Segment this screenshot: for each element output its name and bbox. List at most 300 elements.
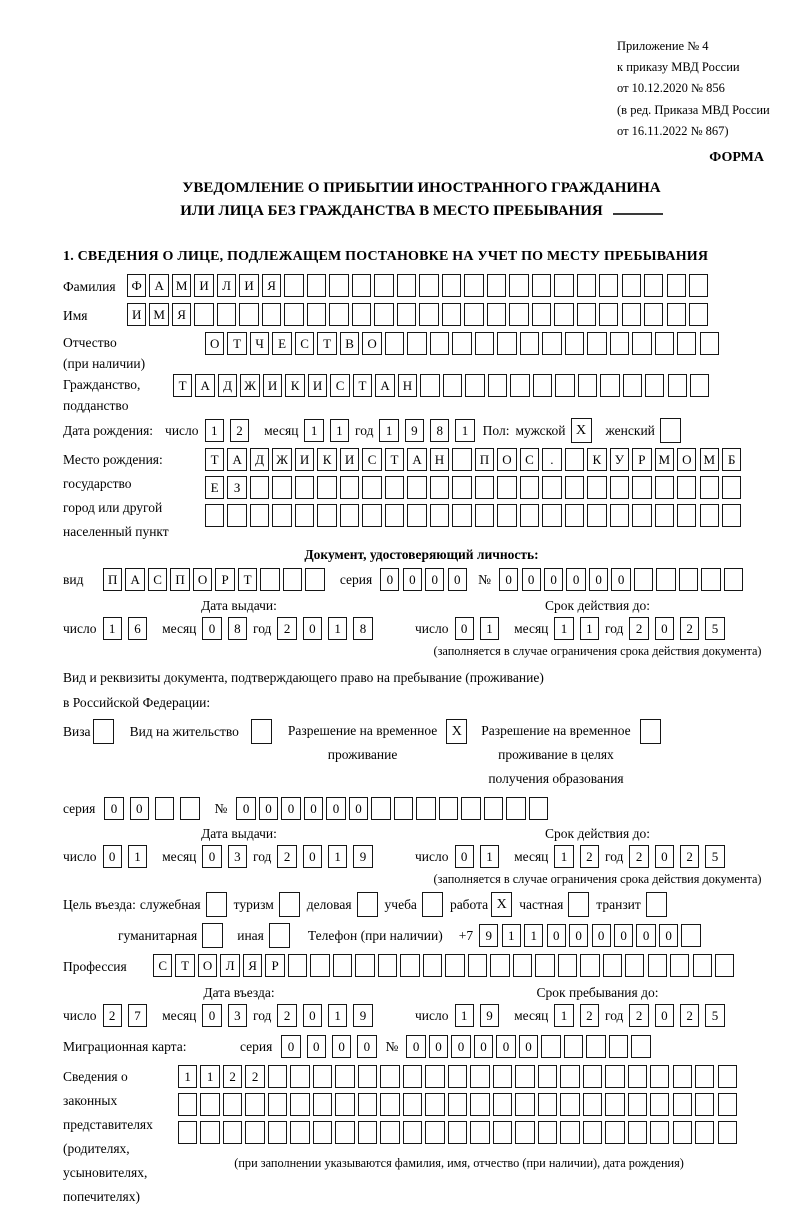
- char-box[interactable]: 9: [353, 845, 372, 868]
- char-box[interactable]: 0: [474, 1035, 493, 1058]
- char-box[interactable]: [284, 303, 303, 326]
- char-box[interactable]: 9: [480, 1004, 499, 1027]
- char-box[interactable]: [448, 1093, 467, 1116]
- char-box[interactable]: [520, 332, 539, 355]
- char-box[interactable]: Т: [317, 332, 336, 355]
- purpose-study-checkbox[interactable]: [422, 892, 443, 917]
- char-box[interactable]: [515, 1121, 534, 1144]
- char-box[interactable]: 0: [455, 617, 474, 640]
- char-box[interactable]: 0: [236, 797, 255, 820]
- char-box[interactable]: 0: [655, 845, 674, 868]
- char-box[interactable]: [385, 476, 404, 499]
- char-box[interactable]: [667, 303, 686, 326]
- char-box[interactable]: [205, 504, 224, 527]
- char-box[interactable]: [178, 1093, 197, 1116]
- char-box[interactable]: [583, 1065, 602, 1088]
- char-box[interactable]: 3: [228, 1004, 247, 1027]
- char-box[interactable]: [403, 1065, 422, 1088]
- char-box[interactable]: 1: [502, 924, 521, 947]
- char-box[interactable]: [700, 332, 719, 355]
- char-box[interactable]: 0: [519, 1035, 538, 1058]
- char-box[interactable]: 8: [353, 617, 372, 640]
- char-box[interactable]: [560, 1065, 579, 1088]
- char-box[interactable]: 0: [357, 1035, 376, 1058]
- char-box[interactable]: И: [194, 274, 213, 297]
- char-box[interactable]: [655, 476, 674, 499]
- char-box[interactable]: [577, 274, 596, 297]
- char-box[interactable]: Я: [262, 274, 281, 297]
- char-box[interactable]: [352, 303, 371, 326]
- residence-permit-checkbox[interactable]: [251, 719, 272, 744]
- char-box[interactable]: [442, 274, 461, 297]
- char-box[interactable]: 1: [554, 1004, 573, 1027]
- char-box[interactable]: 0: [496, 1035, 515, 1058]
- char-box[interactable]: [603, 954, 622, 977]
- char-box[interactable]: [609, 1035, 628, 1058]
- char-box[interactable]: [535, 954, 554, 977]
- char-box[interactable]: И: [340, 448, 359, 471]
- char-box[interactable]: [200, 1121, 219, 1144]
- char-box[interactable]: 0: [544, 568, 563, 591]
- char-box[interactable]: 0: [451, 1035, 470, 1058]
- char-box[interactable]: 0: [303, 845, 322, 868]
- char-box[interactable]: Т: [238, 568, 257, 591]
- purpose-private-checkbox[interactable]: [568, 892, 589, 917]
- char-box[interactable]: [677, 476, 696, 499]
- char-box[interactable]: [425, 1121, 444, 1144]
- char-box[interactable]: 5: [705, 1004, 724, 1027]
- char-box[interactable]: 8: [430, 419, 449, 442]
- char-box[interactable]: О: [497, 448, 516, 471]
- char-box[interactable]: 0: [202, 845, 221, 868]
- char-box[interactable]: Р: [265, 954, 284, 977]
- char-box[interactable]: [538, 1065, 557, 1088]
- char-box[interactable]: [490, 954, 509, 977]
- char-box[interactable]: [631, 1035, 650, 1058]
- char-box[interactable]: 0: [104, 797, 123, 820]
- char-box[interactable]: [420, 374, 439, 397]
- char-box[interactable]: [622, 274, 641, 297]
- char-box[interactable]: [587, 504, 606, 527]
- char-box[interactable]: [227, 504, 246, 527]
- char-box[interactable]: [307, 303, 326, 326]
- char-box[interactable]: А: [375, 374, 394, 397]
- char-box[interactable]: [268, 1121, 287, 1144]
- char-box[interactable]: [358, 1093, 377, 1116]
- char-box[interactable]: 2: [580, 845, 599, 868]
- char-box[interactable]: [695, 1065, 714, 1088]
- char-box[interactable]: [600, 374, 619, 397]
- char-box[interactable]: [690, 374, 709, 397]
- char-box[interactable]: [290, 1093, 309, 1116]
- char-box[interactable]: [295, 504, 314, 527]
- char-box[interactable]: О: [193, 568, 212, 591]
- char-box[interactable]: [385, 332, 404, 355]
- char-box[interactable]: [673, 1093, 692, 1116]
- char-box[interactable]: [532, 303, 551, 326]
- char-box[interactable]: [722, 476, 741, 499]
- char-box[interactable]: 0: [455, 845, 474, 868]
- char-box[interactable]: [656, 568, 675, 591]
- char-box[interactable]: И: [295, 448, 314, 471]
- char-box[interactable]: [250, 476, 269, 499]
- char-box[interactable]: [329, 274, 348, 297]
- char-box[interactable]: [558, 954, 577, 977]
- char-box[interactable]: [565, 448, 584, 471]
- char-box[interactable]: [385, 504, 404, 527]
- char-box[interactable]: [610, 332, 629, 355]
- char-box[interactable]: [583, 1093, 602, 1116]
- char-box[interactable]: К: [317, 448, 336, 471]
- char-box[interactable]: [554, 303, 573, 326]
- char-box[interactable]: [362, 504, 381, 527]
- char-box[interactable]: 2: [629, 845, 648, 868]
- char-box[interactable]: [554, 274, 573, 297]
- char-box[interactable]: 1: [379, 419, 398, 442]
- char-box[interactable]: [560, 1093, 579, 1116]
- char-box[interactable]: [673, 1065, 692, 1088]
- char-box[interactable]: [628, 1065, 647, 1088]
- char-box[interactable]: [693, 954, 712, 977]
- char-box[interactable]: [380, 1065, 399, 1088]
- char-box[interactable]: [689, 274, 708, 297]
- char-box[interactable]: 1: [580, 617, 599, 640]
- char-box[interactable]: [497, 332, 516, 355]
- char-box[interactable]: [439, 797, 458, 820]
- char-box[interactable]: [484, 797, 503, 820]
- char-box[interactable]: [283, 568, 302, 591]
- char-box[interactable]: [560, 1121, 579, 1144]
- char-box[interactable]: 0: [589, 568, 608, 591]
- char-box[interactable]: [268, 1065, 287, 1088]
- char-box[interactable]: 0: [592, 924, 611, 947]
- char-box[interactable]: 2: [103, 1004, 122, 1027]
- purpose-humanitarian-checkbox[interactable]: [202, 923, 223, 948]
- char-box[interactable]: 1: [178, 1065, 197, 1088]
- char-box[interactable]: 1: [554, 845, 573, 868]
- char-box[interactable]: [245, 1121, 264, 1144]
- char-box[interactable]: [488, 374, 507, 397]
- char-box[interactable]: [284, 274, 303, 297]
- char-box[interactable]: З: [227, 476, 246, 499]
- char-box[interactable]: 0: [326, 797, 345, 820]
- char-box[interactable]: [538, 1093, 557, 1116]
- char-box[interactable]: Д: [250, 448, 269, 471]
- char-box[interactable]: [565, 504, 584, 527]
- char-box[interactable]: [677, 332, 696, 355]
- char-box[interactable]: 0: [448, 568, 467, 591]
- char-box[interactable]: [655, 504, 674, 527]
- char-box[interactable]: Л: [220, 954, 239, 977]
- char-box[interactable]: 0: [569, 924, 588, 947]
- char-box[interactable]: Т: [353, 374, 372, 397]
- char-box[interactable]: [425, 1065, 444, 1088]
- char-box[interactable]: 1: [328, 845, 347, 868]
- char-box[interactable]: 1: [480, 617, 499, 640]
- char-box[interactable]: [625, 954, 644, 977]
- char-box[interactable]: 0: [281, 1035, 300, 1058]
- char-box[interactable]: [340, 476, 359, 499]
- purpose-transit-checkbox[interactable]: [646, 892, 667, 917]
- char-box[interactable]: [305, 568, 324, 591]
- char-box[interactable]: Т: [227, 332, 246, 355]
- char-box[interactable]: [250, 504, 269, 527]
- char-box[interactable]: 0: [406, 1035, 425, 1058]
- char-box[interactable]: [416, 797, 435, 820]
- char-box[interactable]: 0: [547, 924, 566, 947]
- char-box[interactable]: Ж: [272, 448, 291, 471]
- char-box[interactable]: 0: [659, 924, 678, 947]
- purpose-tourism-checkbox[interactable]: [279, 892, 300, 917]
- char-box[interactable]: С: [362, 448, 381, 471]
- char-box[interactable]: [461, 797, 480, 820]
- char-box[interactable]: [722, 504, 741, 527]
- char-box[interactable]: [313, 1093, 332, 1116]
- char-box[interactable]: 2: [680, 617, 699, 640]
- char-box[interactable]: [565, 332, 584, 355]
- char-box[interactable]: [513, 954, 532, 977]
- char-box[interactable]: 1: [200, 1065, 219, 1088]
- char-box[interactable]: [628, 1121, 647, 1144]
- char-box[interactable]: [452, 332, 471, 355]
- char-box[interactable]: Л: [217, 274, 236, 297]
- char-box[interactable]: 0: [636, 924, 655, 947]
- char-box[interactable]: [335, 1093, 354, 1116]
- char-box[interactable]: С: [520, 448, 539, 471]
- char-box[interactable]: [565, 476, 584, 499]
- char-box[interactable]: [578, 374, 597, 397]
- char-box[interactable]: 0: [332, 1035, 351, 1058]
- char-box[interactable]: 1: [455, 419, 474, 442]
- char-box[interactable]: [700, 476, 719, 499]
- char-box[interactable]: [493, 1065, 512, 1088]
- char-box[interactable]: 2: [230, 419, 249, 442]
- char-box[interactable]: [650, 1093, 669, 1116]
- char-box[interactable]: [541, 1035, 560, 1058]
- purpose-work-checkbox[interactable]: X: [491, 892, 512, 917]
- char-box[interactable]: [419, 303, 438, 326]
- char-box[interactable]: [605, 1065, 624, 1088]
- char-box[interactable]: Т: [175, 954, 194, 977]
- char-box[interactable]: .: [542, 448, 561, 471]
- char-box[interactable]: 0: [304, 797, 323, 820]
- char-box[interactable]: С: [330, 374, 349, 397]
- char-box[interactable]: [380, 1093, 399, 1116]
- char-box[interactable]: 0: [499, 568, 518, 591]
- char-box[interactable]: Р: [632, 448, 651, 471]
- char-box[interactable]: 0: [655, 1004, 674, 1027]
- char-box[interactable]: 8: [228, 617, 247, 640]
- char-box[interactable]: [380, 1121, 399, 1144]
- char-box[interactable]: 7: [128, 1004, 147, 1027]
- char-box[interactable]: 2: [580, 1004, 599, 1027]
- char-box[interactable]: М: [700, 448, 719, 471]
- char-box[interactable]: [371, 797, 390, 820]
- char-box[interactable]: 0: [655, 617, 674, 640]
- char-box[interactable]: [217, 303, 236, 326]
- char-box[interactable]: И: [239, 274, 258, 297]
- char-box[interactable]: [317, 504, 336, 527]
- char-box[interactable]: [317, 476, 336, 499]
- char-box[interactable]: [452, 504, 471, 527]
- char-box[interactable]: [430, 332, 449, 355]
- char-box[interactable]: [587, 476, 606, 499]
- char-box[interactable]: [475, 476, 494, 499]
- char-box[interactable]: [605, 1121, 624, 1144]
- char-box[interactable]: П: [103, 568, 122, 591]
- char-box[interactable]: [509, 274, 528, 297]
- char-box[interactable]: [650, 1121, 669, 1144]
- char-box[interactable]: Ф: [127, 274, 146, 297]
- char-box[interactable]: [520, 504, 539, 527]
- char-box[interactable]: [290, 1065, 309, 1088]
- char-box[interactable]: [681, 924, 700, 947]
- char-box[interactable]: [268, 1093, 287, 1116]
- char-box[interactable]: [448, 1121, 467, 1144]
- char-box[interactable]: Р: [215, 568, 234, 591]
- char-box[interactable]: [497, 476, 516, 499]
- edu-permit-checkbox[interactable]: [640, 719, 661, 744]
- char-box[interactable]: Я: [243, 954, 262, 977]
- char-box[interactable]: О: [677, 448, 696, 471]
- char-box[interactable]: П: [475, 448, 494, 471]
- char-box[interactable]: 1: [103, 617, 122, 640]
- char-box[interactable]: 5: [705, 845, 724, 868]
- char-box[interactable]: И: [127, 303, 146, 326]
- char-box[interactable]: [260, 568, 279, 591]
- char-box[interactable]: [290, 1121, 309, 1144]
- char-box[interactable]: [335, 1121, 354, 1144]
- char-box[interactable]: [425, 1093, 444, 1116]
- char-box[interactable]: [313, 1121, 332, 1144]
- char-box[interactable]: [335, 1065, 354, 1088]
- char-box[interactable]: 9: [405, 419, 424, 442]
- char-box[interactable]: [475, 332, 494, 355]
- char-box[interactable]: [645, 374, 664, 397]
- char-box[interactable]: [510, 374, 529, 397]
- char-box[interactable]: [634, 568, 653, 591]
- char-box[interactable]: 0: [281, 797, 300, 820]
- char-box[interactable]: [509, 303, 528, 326]
- char-box[interactable]: Е: [205, 476, 224, 499]
- char-box[interactable]: 1: [554, 617, 573, 640]
- char-box[interactable]: 2: [680, 845, 699, 868]
- char-box[interactable]: [407, 332, 426, 355]
- char-box[interactable]: К: [285, 374, 304, 397]
- char-box[interactable]: [272, 476, 291, 499]
- char-box[interactable]: [223, 1093, 242, 1116]
- char-box[interactable]: 0: [259, 797, 278, 820]
- char-box[interactable]: 2: [245, 1065, 264, 1088]
- char-box[interactable]: [632, 504, 651, 527]
- char-box[interactable]: [465, 374, 484, 397]
- char-box[interactable]: Т: [385, 448, 404, 471]
- char-box[interactable]: [700, 504, 719, 527]
- char-box[interactable]: И: [263, 374, 282, 397]
- char-box[interactable]: А: [195, 374, 214, 397]
- char-box[interactable]: 0: [103, 845, 122, 868]
- char-box[interactable]: О: [205, 332, 224, 355]
- char-box[interactable]: М: [172, 274, 191, 297]
- char-box[interactable]: 0: [202, 617, 221, 640]
- char-box[interactable]: [407, 476, 426, 499]
- char-box[interactable]: [448, 1065, 467, 1088]
- char-box[interactable]: [419, 274, 438, 297]
- char-box[interactable]: [542, 476, 561, 499]
- char-box[interactable]: М: [655, 448, 674, 471]
- char-box[interactable]: 1: [524, 924, 543, 947]
- char-box[interactable]: Н: [398, 374, 417, 397]
- char-box[interactable]: [295, 476, 314, 499]
- char-box[interactable]: 0: [380, 568, 399, 591]
- char-box[interactable]: 0: [522, 568, 541, 591]
- char-box[interactable]: 2: [277, 1004, 296, 1027]
- char-box[interactable]: 5: [705, 617, 724, 640]
- char-box[interactable]: [464, 274, 483, 297]
- char-box[interactable]: С: [295, 332, 314, 355]
- char-box[interactable]: [679, 568, 698, 591]
- char-box[interactable]: [599, 274, 618, 297]
- char-box[interactable]: [403, 1093, 422, 1116]
- char-box[interactable]: 0: [566, 568, 585, 591]
- char-box[interactable]: [358, 1065, 377, 1088]
- char-box[interactable]: [200, 1093, 219, 1116]
- char-box[interactable]: [178, 1121, 197, 1144]
- char-box[interactable]: [493, 1121, 512, 1144]
- char-box[interactable]: [506, 797, 525, 820]
- char-box[interactable]: Я: [172, 303, 191, 326]
- char-box[interactable]: [397, 303, 416, 326]
- char-box[interactable]: [605, 1093, 624, 1116]
- char-box[interactable]: [701, 568, 720, 591]
- char-box[interactable]: Д: [218, 374, 237, 397]
- char-box[interactable]: 9: [479, 924, 498, 947]
- char-box[interactable]: А: [149, 274, 168, 297]
- char-box[interactable]: [580, 954, 599, 977]
- char-box[interactable]: К: [587, 448, 606, 471]
- char-box[interactable]: [464, 303, 483, 326]
- char-box[interactable]: 1: [328, 1004, 347, 1027]
- char-box[interactable]: [538, 1121, 557, 1144]
- char-box[interactable]: [374, 303, 393, 326]
- char-box[interactable]: [180, 797, 199, 820]
- char-box[interactable]: С: [153, 954, 172, 977]
- char-box[interactable]: [329, 303, 348, 326]
- char-box[interactable]: Т: [205, 448, 224, 471]
- char-box[interactable]: С: [148, 568, 167, 591]
- char-box[interactable]: [487, 274, 506, 297]
- char-box[interactable]: [470, 1093, 489, 1116]
- char-box[interactable]: 0: [303, 1004, 322, 1027]
- char-box[interactable]: 1: [330, 419, 349, 442]
- char-box[interactable]: [340, 504, 359, 527]
- char-box[interactable]: 0: [303, 617, 322, 640]
- char-box[interactable]: В: [340, 332, 359, 355]
- char-box[interactable]: [632, 332, 651, 355]
- char-box[interactable]: [394, 797, 413, 820]
- char-box[interactable]: [497, 504, 516, 527]
- char-box[interactable]: 9: [353, 1004, 372, 1027]
- char-box[interactable]: [583, 1121, 602, 1144]
- char-box[interactable]: 3: [228, 845, 247, 868]
- char-box[interactable]: [452, 476, 471, 499]
- char-box[interactable]: О: [198, 954, 217, 977]
- char-box[interactable]: [378, 954, 397, 977]
- char-box[interactable]: Е: [272, 332, 291, 355]
- char-box[interactable]: [667, 274, 686, 297]
- char-box[interactable]: М: [149, 303, 168, 326]
- char-box[interactable]: 0: [130, 797, 149, 820]
